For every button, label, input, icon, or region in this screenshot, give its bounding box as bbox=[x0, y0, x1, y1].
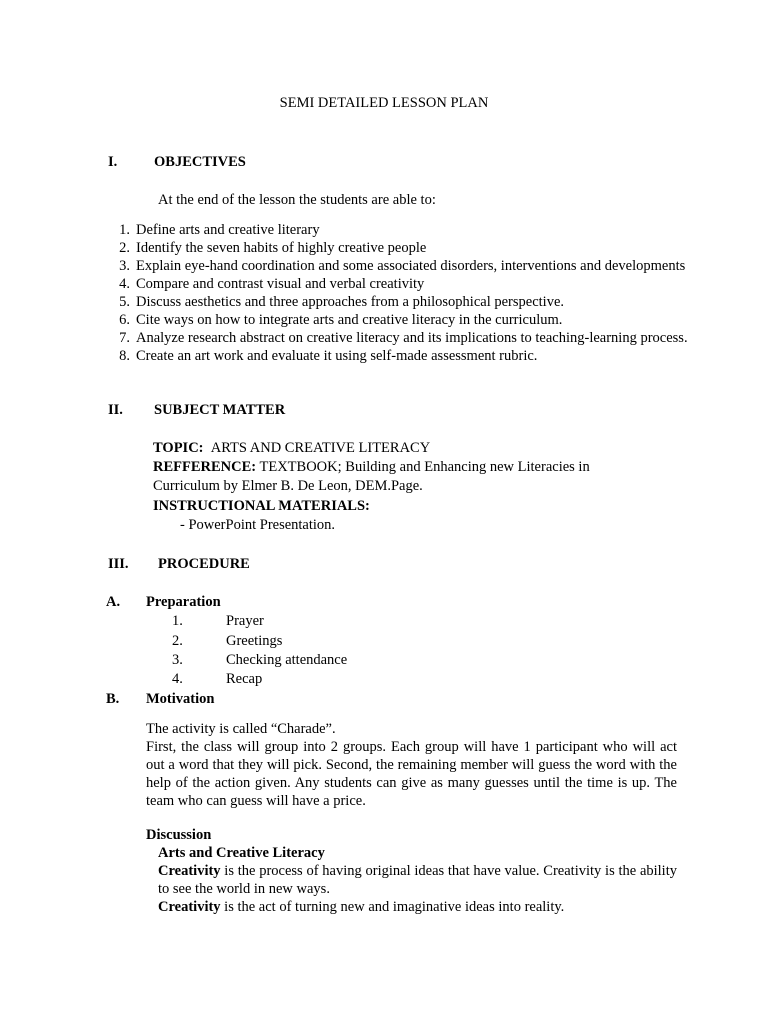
prep-item-num: 3. bbox=[172, 652, 183, 668]
list-item: 3. Explain eye-hand coordination and some associated disorders, interventions and developments bbox=[119, 258, 686, 274]
creativity-definition-2 bbox=[158, 898, 677, 916]
topic-line bbox=[153, 439, 430, 457]
topic-value: ARTS AND CREATIVE LITERACY bbox=[210, 440, 431, 456]
prep-item-num: 2. bbox=[172, 633, 183, 649]
subsection-heading-preparation: Preparation bbox=[146, 594, 221, 610]
document-title: SEMI DETAILED LESSON PLAN bbox=[279, 95, 489, 111]
materials-label: INSTRUCTIONAL MATERIALS: bbox=[153, 498, 370, 514]
section-numeral-objectives: I. bbox=[108, 154, 118, 170]
list-item: 1. Define arts and creative literary bbox=[119, 222, 320, 238]
reference-line bbox=[153, 458, 590, 476]
section-heading-procedure: PROCEDURE bbox=[158, 556, 250, 572]
subsection-letter-motivation: B. bbox=[106, 691, 120, 707]
prep-item-text: Greetings bbox=[226, 633, 283, 649]
objectives-intro: At the end of the lesson the students are able to: bbox=[158, 192, 436, 208]
prep-item-text: Checking attendance bbox=[226, 652, 348, 668]
section-numeral-procedure: III. bbox=[108, 556, 129, 572]
discussion-subheading: Arts and Creative Literacy bbox=[158, 845, 325, 861]
section-heading-subject-matter: SUBJECT MATTER bbox=[154, 402, 286, 418]
materials-item: - PowerPoint Presentation. bbox=[180, 517, 336, 533]
prep-item-text: Recap bbox=[226, 671, 263, 687]
reference-label: REFFERENCE: bbox=[153, 459, 257, 475]
reference-value-continued: Curriculum by Elmer B. De Leon, DEM.Page. bbox=[153, 478, 423, 494]
discussion-heading: Discussion bbox=[146, 827, 212, 843]
section-numeral-subject-matter: II. bbox=[108, 402, 123, 418]
list-item: 4. Compare and contrast visual and verbal creativity bbox=[119, 276, 425, 292]
creativity-definition-1 bbox=[158, 862, 677, 898]
topic-label: TOPIC: bbox=[153, 440, 204, 456]
list-item: 2. Identify the seven habits of highly creative people bbox=[119, 240, 427, 256]
motivation-paragraph: First, the class will group into 2 groups. Each group will have 1 participant who will act out a word that they will pick. Second, the remaining member will guess the word with the help of the action given. Any students can give as many guesses until the time is up. The team who can guess will have a price. bbox=[146, 739, 677, 809]
prep-item-text: Prayer bbox=[226, 613, 264, 629]
prep-item-num: 1. bbox=[172, 613, 183, 629]
objectives-list bbox=[106, 221, 696, 365]
motivation-activity-line: The activity is called “Charade”. bbox=[146, 721, 336, 737]
section-heading-objectives: OBJECTIVES bbox=[154, 154, 246, 170]
definition-term: Creativity bbox=[158, 863, 221, 879]
list-item: 6. Cite ways on how to integrate arts and creative literacy in the curriculum. bbox=[119, 312, 563, 328]
subsection-heading-motivation: Motivation bbox=[146, 691, 215, 707]
definition-text: is the process of having original ideas that have value. Creativity is the ability to see the world in new ways. bbox=[158, 863, 677, 897]
prep-item-num: 4. bbox=[172, 671, 183, 687]
subsection-letter-preparation: A. bbox=[106, 594, 121, 610]
list-item: 8. Create an art work and evaluate it using self-made assessment rubric. bbox=[119, 348, 538, 364]
definition-term: Creativity bbox=[158, 899, 221, 915]
definition-text: is the act of turning new and imaginative ideas into reality. bbox=[220, 899, 565, 915]
list-item: 7. Analyze research abstract on creative literacy and its implications to teaching-learning process. bbox=[119, 330, 688, 346]
reference-value: TEXTBOOK; Building and Enhancing new Literacies in bbox=[259, 459, 590, 475]
list-item: 5. Discuss aesthetics and three approaches from a philosophical perspective. bbox=[119, 294, 565, 310]
